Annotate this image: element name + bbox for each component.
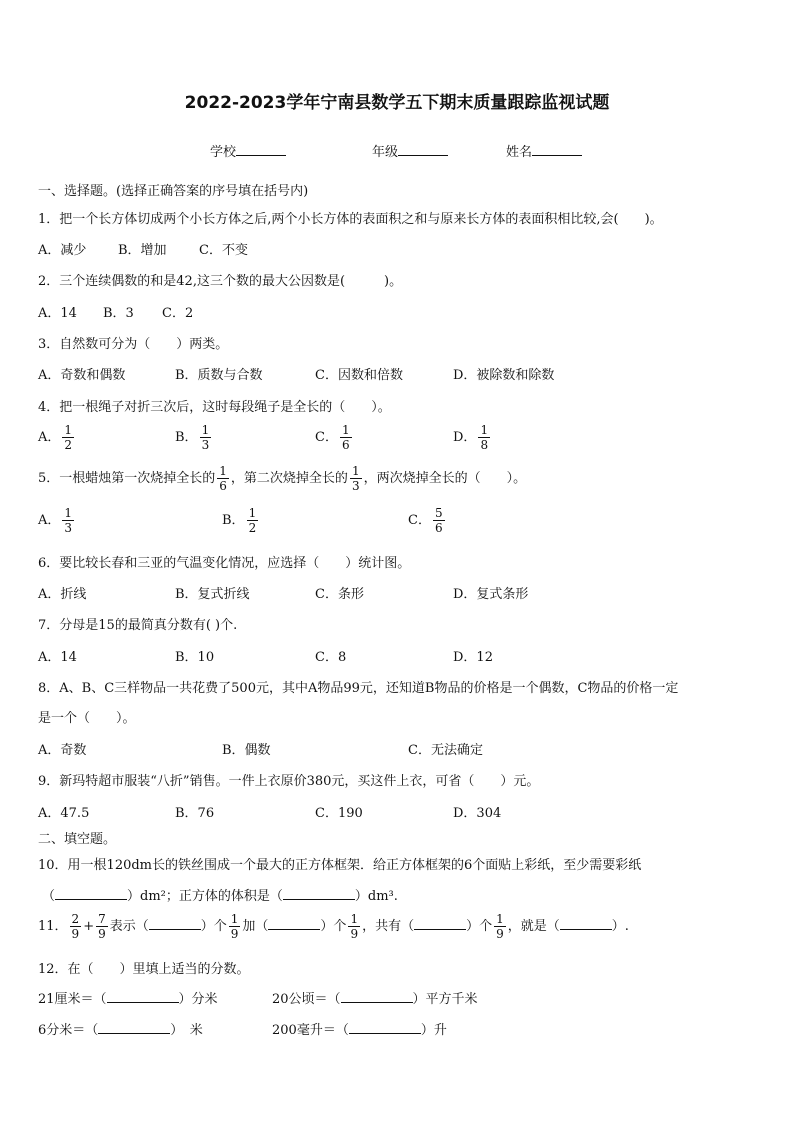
q9-option-b[interactable]: B．76 [175, 806, 215, 821]
name-field [506, 141, 582, 160]
fraction: $\frac{1}{6}$ [341, 423, 350, 452]
q9-option-a[interactable]: A．47.5 [38, 806, 90, 821]
answer-blank[interactable] [98, 1021, 170, 1034]
q9-option-c[interactable]: C．190 [315, 806, 363, 821]
answer-blank[interactable] [283, 887, 355, 900]
q4-option-c-label: C． [315, 430, 338, 445]
answer-blank[interactable] [341, 990, 413, 1003]
q5-option-b[interactable] [222, 506, 260, 535]
q4-option-d[interactable] [453, 423, 492, 452]
fraction: $\frac{1}{9}$ [230, 912, 239, 941]
fraction: $\frac{1}{3}$ [201, 423, 210, 452]
q1-option-a[interactable]: A．减少 [38, 243, 87, 258]
q12-item-1: 21厘米＝（ ）分米 [38, 992, 218, 1007]
question-9: 9．新玛特超市服装“八折”销售。一件上衣原价380元，买这件上衣，可省（ ）元。 [38, 774, 540, 789]
question-3: 3．自然数可分为（ ）两类。 [38, 337, 229, 352]
q7-option-c[interactable]: C．8 [315, 650, 347, 665]
q7-option-b[interactable]: B．10 [175, 650, 215, 665]
q7-option-a[interactable]: A．14 [38, 650, 77, 665]
q5-option-c-label: C． [408, 513, 431, 528]
section-choice-heading: 一、选择题。(选择正确答案的序号填在括号内) [38, 184, 309, 199]
q3-option-b[interactable]: B．质数与合数 [175, 368, 263, 383]
q4-option-a-label: A． [38, 430, 61, 445]
q4-option-b[interactable] [175, 423, 213, 452]
question-2: 2．三个连续偶数的和是42,这三个数的最大公因数是( )。 [38, 274, 403, 289]
q4-option-c[interactable] [315, 423, 354, 452]
fraction: $\frac{1}{9}$ [350, 912, 359, 941]
name-label: 姓名 [506, 145, 533, 160]
q2-option-b[interactable]: B．3 [103, 306, 134, 321]
q8-option-a[interactable]: A．奇数 [38, 743, 87, 758]
answer-blank[interactable] [349, 1021, 421, 1034]
q4-option-d-label: D． [453, 430, 477, 445]
answer-blank[interactable] [149, 917, 201, 930]
question-5: 5．一根蜡烛第一次烧掉全长的 $\frac{1}{6}$ ，第二次烧掉全长的 $\frac{1}{3}$ ，两次烧掉全长的（ ）。 [38, 464, 527, 493]
page-title: 2022-2023学年宁南县数学五下期末质量跟踪监视试题 [184, 93, 610, 113]
q6-option-d[interactable]: D．复式条形 [453, 587, 529, 602]
fraction: $\frac{7}{9}$ [98, 912, 106, 941]
name-blank[interactable] [532, 143, 582, 156]
fraction: $\frac{2}{9}$ [71, 912, 80, 941]
answer-blank[interactable] [268, 917, 320, 930]
school-blank[interactable] [236, 143, 286, 156]
q5-option-a[interactable] [38, 506, 76, 535]
q5-option-a-label: A． [38, 513, 61, 528]
q4-option-b-label: B． [175, 430, 198, 445]
q6-option-a[interactable]: A．折线 [38, 587, 87, 602]
fraction: $\frac{1}{3}$ [351, 464, 360, 493]
question-7: 7．分母是15的最简真分数有( )个. [38, 618, 238, 633]
q8-option-b[interactable]: B．偶数 [222, 743, 271, 758]
fraction: $\frac{1}{6}$ [219, 464, 227, 493]
grade-blank[interactable] [398, 143, 448, 156]
grade-label: 年级 [372, 145, 399, 160]
q3-option-a[interactable]: A．奇数和偶数 [38, 368, 126, 383]
question-10: 10．用一根120dm长的铁丝围成一个最大的正方体框架．给正方体框架的6个面贴上彩纸，至少需要彩纸 [38, 858, 642, 873]
q9-option-d[interactable]: D．304 [453, 806, 502, 821]
q1-option-b[interactable]: B．增加 [118, 243, 167, 258]
school-field [210, 141, 286, 160]
question-11: 11． $\frac{2}{9}$ + $\frac{7}{9}$ 表示（ ）个 $\frac{1}{9}$ 加（ ）个 $\frac{1}{9}$ ，共有（ ）个 $\frac{1}{9}$ ，就是（ ）. [38, 912, 629, 941]
answer-blank[interactable] [560, 917, 612, 930]
question-1: 1．把一个长方体切成两个小长方体之后,两个小长方体的表面积之和与原来长方体的表面积相比较,会( )。 [38, 212, 663, 227]
question-4: 4．把一根绳子对折三次后，这时每段绳子是全长的（ ）。 [38, 400, 391, 415]
fraction: $\frac{1}{2}$ [248, 506, 257, 535]
fraction: $\frac{1}{2}$ [64, 423, 73, 452]
school-label: 学校 [210, 145, 237, 160]
question-6: 6．要比较长春和三亚的气温变化情况，应选择（ ）统计图。 [38, 556, 411, 571]
q12-item-3: 6分米＝（ ） 米 [38, 1023, 203, 1038]
fraction: $\frac{1}{9}$ [496, 912, 504, 941]
q6-option-c[interactable]: C．条形 [315, 587, 364, 602]
question-8-cont: 是一个（ ）。 [38, 711, 136, 726]
answer-blank[interactable] [55, 887, 127, 900]
answer-blank[interactable] [107, 990, 179, 1003]
q8-option-c[interactable]: C．无法确定 [408, 743, 483, 758]
q4-option-a[interactable] [38, 423, 76, 452]
question-8: 8．A、B、C三样物品一共花费了500元，其中A物品99元，还知道B物品的价格是一个偶数，C物品的价格一定 [38, 681, 679, 696]
q6-option-b[interactable]: B．复式折线 [175, 587, 250, 602]
answer-blank[interactable] [414, 917, 466, 930]
q7-option-d[interactable]: D．12 [453, 650, 493, 665]
question-10-cont: （ ）dm²；正方体的体积是（ ）dm³. [42, 889, 398, 904]
q5-option-c[interactable] [408, 506, 447, 535]
question-12: 12．在（ ）里填上适当的分数。 [38, 962, 250, 977]
q3-option-c[interactable]: C．因数和倍数 [315, 368, 403, 383]
grade-field [372, 141, 448, 160]
q2-option-c[interactable]: C．2 [162, 306, 194, 321]
fraction: $\frac{1}{3}$ [64, 506, 73, 535]
section-fill-heading: 二、填空题。 [38, 832, 117, 847]
q5-option-b-label: B． [222, 513, 245, 528]
q12-item-2: 20公顷＝（ ）平方千米 [272, 992, 478, 1007]
q12-item-4: 200毫升＝（ ）升 [272, 1023, 447, 1038]
q1-option-c[interactable]: C．不变 [199, 243, 248, 258]
fraction: $\frac{5}{6}$ [434, 506, 443, 535]
q3-option-d[interactable]: D．被除数和除数 [453, 368, 555, 383]
fraction: $\frac{1}{8}$ [480, 423, 489, 452]
q2-option-a[interactable]: A．14 [38, 306, 77, 321]
